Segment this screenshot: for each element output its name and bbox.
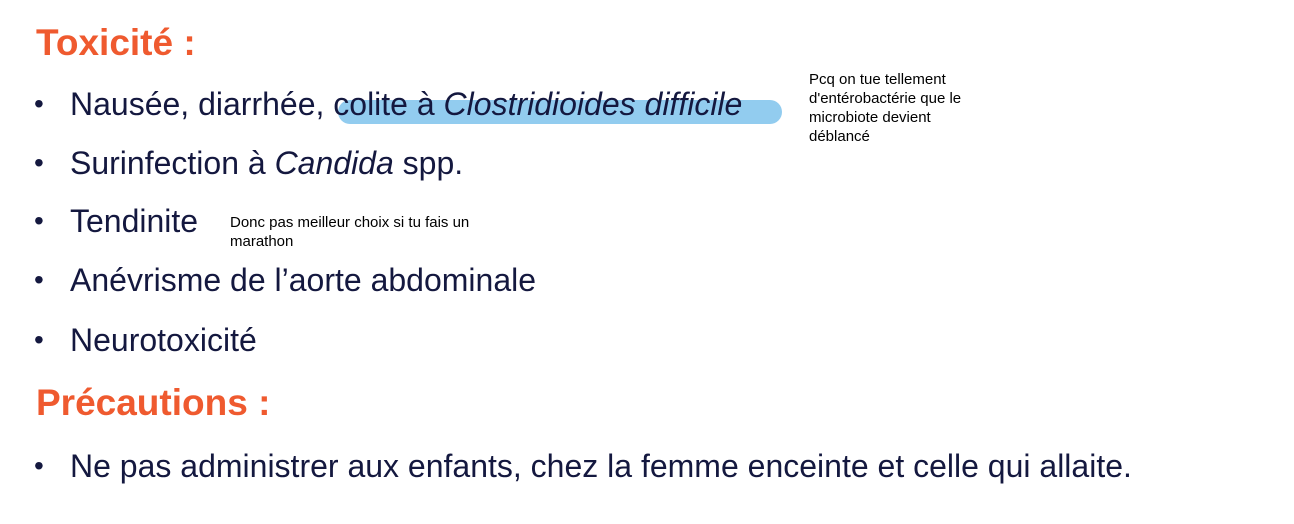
list-item-precautions-1: [34, 446, 1132, 486]
list-item-text: Anévrisme de l’aorte abdominale: [70, 261, 537, 298]
list-item-toxicite-3: [34, 201, 198, 241]
bullet-icon: •: [34, 450, 44, 481]
list-item-toxicite-1: [34, 84, 742, 124]
list-item-text: Neurotoxicité: [70, 321, 257, 358]
bullet-icon: •: [34, 205, 44, 236]
precautions-heading: Précautions :: [36, 382, 271, 423]
bullet-icon: •: [34, 88, 44, 119]
toxicite-heading: Toxicité :: [36, 22, 196, 63]
list-item-toxicite-4: [34, 260, 536, 300]
bullet-icon: •: [34, 147, 44, 178]
list-item-toxicite-2: [34, 143, 463, 183]
annotation-note-tendinite: Donc pas meilleur choix si tu fais un marathon: [230, 214, 470, 250]
list-item-text: Surinfection à Candida spp.: [70, 144, 464, 181]
list-item-text: Tendinite: [70, 202, 199, 239]
annotation-note-colite: Pcq on tue tellement d'entérobactérie que le microbiote devient déblancé: [809, 71, 962, 145]
bullet-icon: •: [34, 324, 44, 355]
bullet-icon: •: [34, 264, 44, 295]
list-item-text: Nausée, diarrhée, colite à Clostridioides difficile: [70, 85, 743, 122]
list-item-toxicite-5: [34, 320, 257, 360]
list-item-text: Ne pas administrer aux enfants, chez la femme enceinte et celle qui allaite.: [70, 447, 1132, 484]
